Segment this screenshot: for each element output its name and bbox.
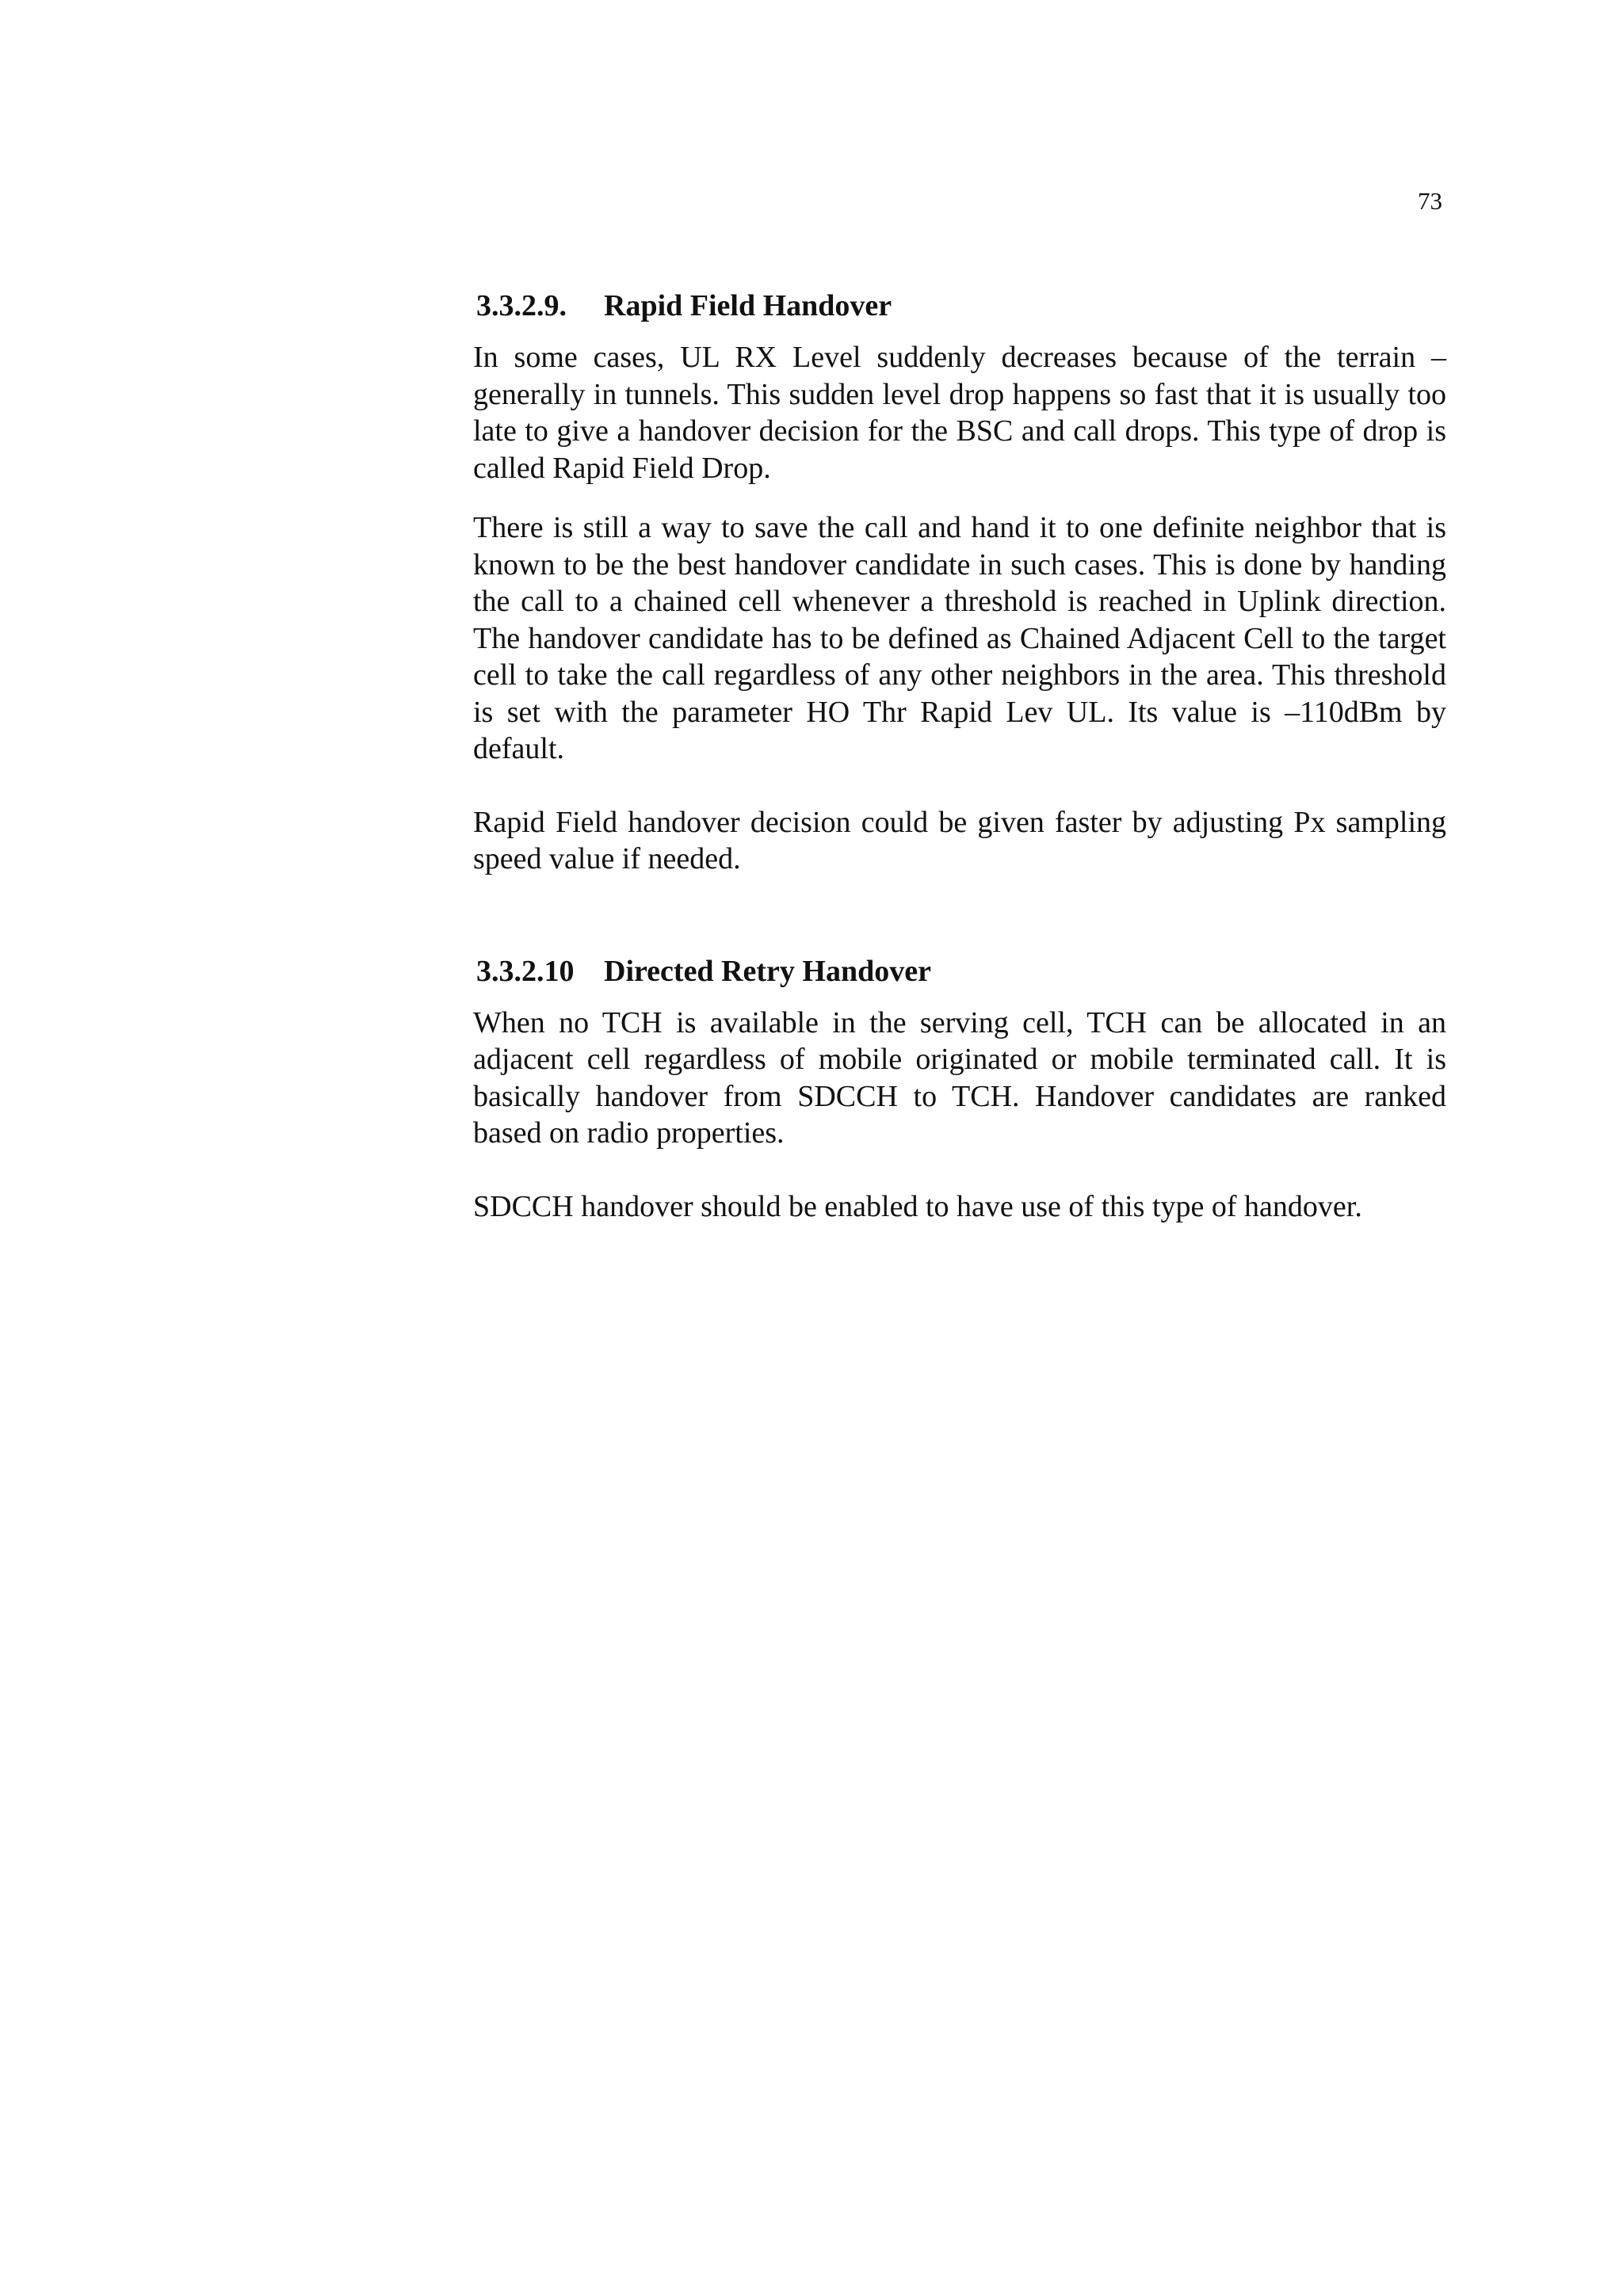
page-number: 73	[1418, 187, 1442, 215]
page-content	[473, 287, 1446, 1225]
section-number: 3.3.2.10	[476, 954, 575, 988]
paragraph-sdcch-handover: SDCCH handover should be enabled to have use of this type of handover.	[473, 1189, 1362, 1223]
paragraph-px-sampling: Rapid Field handover decision could be given faster by adjusting Px sampling speed value if needed.	[473, 805, 1446, 875]
section-heading-directed-retry-handover	[473, 952, 1446, 990]
section-title: Rapid Field Handover	[604, 289, 892, 322]
section-heading-rapid-field-handover	[473, 287, 1446, 325]
section-title: Directed Retry Handover	[604, 954, 931, 988]
paragraph-rapid-field-drop: In some cases, UL RX Level suddenly decreases because of the terrain – generally in tunnels. This sudden level drop happens so fast that it is usually too late to give a handover decision for the BSC and call drops. This type of drop is called Rapid Field Drop.	[473, 341, 1446, 485]
paragraph-chained-cell: There is still a way to save the call and hand it to one definite neighbor that is known to be the best handover candidate in such cases. This is done by handing the call to a chained cell whenever a threshold is reached in Uplink direction. The handover candidate has to be defined as Chained Adjacent Cell to the target cell to take the call regardless of any other neighbors in the area. This threshold is set with the parameter HO Thr Rapid Lev UL. Its value is –110dBm by default.	[473, 511, 1446, 765]
section-number: 3.3.2.9.	[476, 289, 567, 322]
paragraph-tch-allocation: When no TCH is available in the serving cell, TCH can be allocated in an adjacent cell regardless of mobile originated or mobile terminated call. It is basically handover from SDCCH to TCH. Handover candidates are ranked based on radio properties.	[473, 1005, 1446, 1150]
